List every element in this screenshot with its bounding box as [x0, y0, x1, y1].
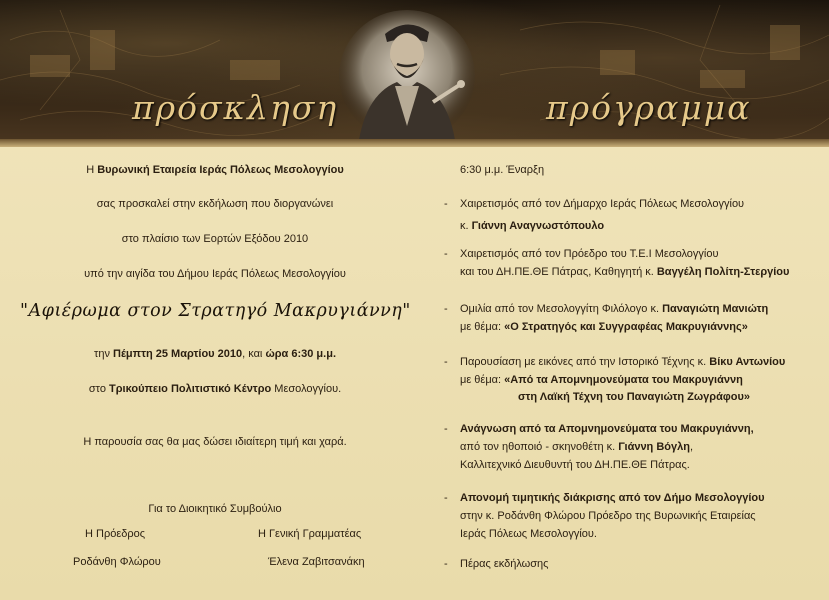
program-item-3-dash: - [444, 303, 448, 315]
invitation-line-4: υπό την αιγίδα του Δήμου Ιεράς Πόλεως Μεσολογγίου [84, 268, 346, 280]
program-item-4-line-2 [460, 374, 743, 386]
program-item-5-line-3: Καλλιτεχνικό Διευθυντή του ΔΗ.ΠΕ.ΘΕ Πάτρας. [460, 459, 690, 471]
header-banner [0, 0, 829, 145]
program-item-3-line-2 [460, 321, 748, 333]
program-item-1-line-2 [460, 220, 604, 232]
program-item-5-line-2 [460, 441, 693, 453]
program-item-2-line-1: Χαιρετισμός από τον Πρόεδρο του Τ.Ε.Ι Μεσολογγίου [460, 248, 719, 260]
speech-topic: «Ο Στρατηγός και Συγγραφέας Μακρυγιάννης» [504, 321, 748, 333]
tei-president-name: Βαγγέλη Πολίτη-Στεργίου [656, 266, 790, 278]
text-suffix: , [689, 441, 694, 453]
text-connector: , και [242, 348, 266, 360]
program-item-6-dash: - [444, 492, 448, 504]
text-prefix: Παρουσίαση με εικόνες από την Ιστορικό Τέχνης κ. [460, 356, 710, 368]
text-suffix: Μεσολογγίου. [271, 383, 342, 395]
presentation-topic-continued: στη Λαϊκή Τέχνη του Παναγιώτη Ζωγράφου» [518, 391, 750, 403]
program-heading: πρόγραμμα [546, 88, 752, 127]
actor-name: Γιάννη Βόγλη [618, 441, 690, 453]
text-prefix: από τον ηθοποιό - σκηνοθέτη κ. [460, 441, 619, 453]
program-item-1-line-1: Χαιρετισμός από τον Δήμαρχο Ιεράς Πόλεως Μεσολογγίου [460, 198, 745, 210]
invitation-line-organizer [20, 164, 410, 176]
program-item-6-line-2: στην κ. Ροδάνθη Φλώρου Πρόεδρο της Βυρωνικής Εταιρείας [460, 510, 756, 522]
speaker-name: Παναγιώτη Μανιώτη [662, 303, 769, 315]
program-item-4-line-1 [460, 356, 785, 368]
event-date-line [20, 348, 410, 360]
text-prefix: την [93, 348, 114, 360]
text-prefix: κ. [460, 220, 472, 232]
invitation-heading: πρόσκληση [132, 88, 339, 127]
makrygiannis-portrait [337, 6, 477, 140]
header-divider [0, 139, 829, 147]
program-item-6-line-1: Απονομή τιμητικής διάκρισης από τον Δήμο Μεσολογγίου [460, 492, 765, 504]
program-item-3-line-1 [460, 303, 768, 315]
secretary-role: Η Γενική Γραμματέας [258, 528, 362, 540]
program-item-2-line-2 [460, 266, 789, 278]
event-time: ώρα 6:30 μ.μ. [265, 348, 336, 360]
program-item-5-dash: - [444, 423, 448, 435]
program-item-5-line-1: Ανάγνωση από τα Απομνημονεύματα του Μακρυγιάννη, [460, 423, 754, 435]
event-date: Πέμπτη 25 Μαρτίου 2010 [113, 348, 243, 360]
program-end: Πέρας εκδήλωσης [460, 558, 549, 570]
text-prefix: με θέμα: [460, 374, 505, 386]
event-venue-line [20, 383, 410, 395]
text-prefix: στο [88, 383, 109, 395]
invitation-line-2: σας προσκαλεί στην εκδήλωση που διοργανώνει [96, 198, 334, 210]
art-historian-name: Βίκυ Αντωνίου [709, 356, 786, 368]
presentation-topic: «Από τα Απομνημονεύματα του Μακρυγιάννη [504, 374, 743, 386]
mayor-name: Γιάννη Αναγνωστόπουλο [471, 220, 605, 232]
program-item-2-dash: - [444, 248, 448, 260]
board-line: Για το Διοικητικό Συμβούλιο [148, 503, 282, 515]
president-name: Ροδάνθη Φλώρου [73, 556, 161, 568]
invitation-line-3: στο πλαίσιο των Εορτών Εξόδου 2010 [121, 233, 309, 245]
closing-line: Η παρουσία σας θα μας δώσει ιδιαίτερη τιμή και χαρά. [83, 436, 347, 448]
program-item-4-dash: - [444, 356, 448, 368]
text-prefix: και του ΔΗ.ΠΕ.ΘΕ Πάτρας, Καθηγητή κ. [460, 266, 657, 278]
text-prefix: Ομιλία από τον Μεσολογγίτη Φιλόλογο κ. [460, 303, 663, 315]
text-prefix: με θέμα: [460, 321, 505, 333]
text-prefix: Η [86, 164, 98, 176]
program-start: 6:30 μ.μ. Έναρξη [460, 164, 545, 176]
program-item-6-line-3: Ιεράς Πόλεως Μεσολογγίου. [460, 528, 597, 540]
event-title: "Αφιέρωμα στον Στρατηγό Μακρυγιάννη" [20, 301, 411, 321]
organizer-name: Βυρωνική Εταιρεία Ιεράς Πόλεως Μεσολογγίου [97, 164, 344, 176]
president-role: Η Πρόεδρος [85, 528, 146, 540]
venue-name: Τρικούπειο Πολιτιστικό Κέντρο [109, 383, 272, 395]
program-end-dash: - [444, 558, 448, 570]
secretary-name: Έλενα Ζαβιτσανάκη [268, 556, 365, 568]
program-item-1-dash: - [444, 198, 448, 210]
